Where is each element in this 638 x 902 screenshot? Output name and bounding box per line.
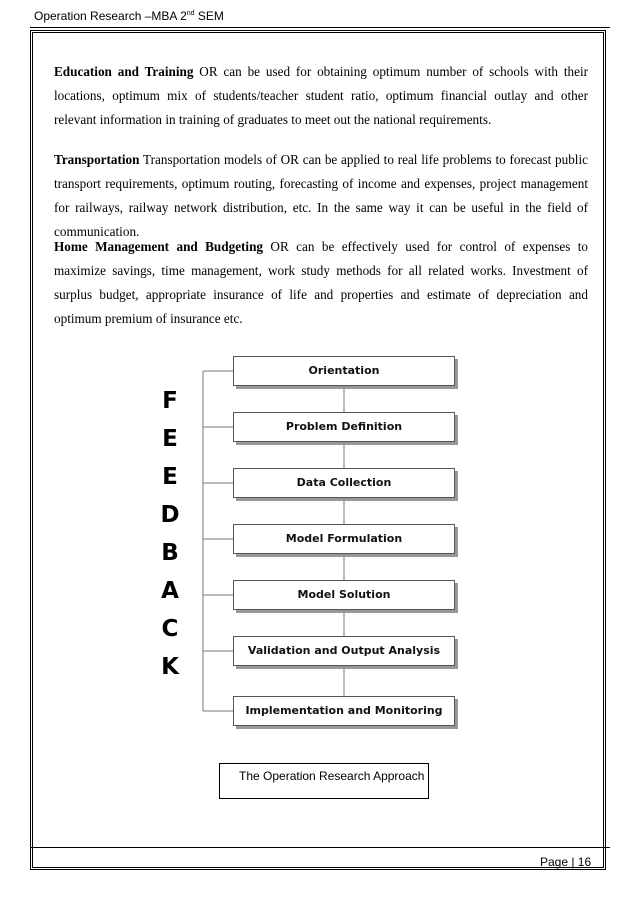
header-rule	[30, 27, 610, 28]
paragraph-transportation	[54, 148, 588, 244]
feedback-letter: E	[162, 426, 178, 452]
feedback-letter: D	[160, 502, 180, 528]
step-implementation-monitoring: Implementation and Monitoring	[233, 696, 455, 726]
footer-rule	[30, 847, 610, 848]
page-header	[34, 9, 224, 23]
step-model-solution: Model Solution	[233, 580, 455, 610]
paragraph-heading: Transportation	[54, 152, 140, 167]
feedback-letter: K	[161, 654, 179, 680]
step-orientation: Orientation	[233, 356, 455, 386]
step-model-formulation: Model Formulation	[233, 524, 455, 554]
paragraph-text: OR can be effectively used for control of expenses to maximize savings, time management, work study methods for all related works. Investment of surplus budget, appropriate insurance of life and properties and estimate of depreciation and optimum premium of insurance etc.	[54, 239, 588, 326]
feedback-letter: E	[162, 464, 178, 490]
feedback-letter: A	[161, 578, 179, 604]
page-number: Page | 16	[540, 855, 592, 869]
feedback-letter: F	[162, 388, 178, 414]
diagram-caption: The Operation Research Approach	[219, 763, 429, 799]
step-data-collection: Data Collection	[233, 468, 455, 498]
paragraph-text: OR can be used for obtaining optimum number of schools with their locations, optimum mix of students/teacher student ratio, optimum financial outlay and other relevant information in training of graduates to meet out the national requirements.	[54, 64, 588, 127]
paragraph-heading: Home Management and Budgeting	[54, 239, 264, 254]
header-title: Operation Research –MBA 2	[34, 9, 187, 23]
paragraph-education	[54, 60, 588, 132]
step-problem-definition: Problem Definition	[233, 412, 455, 442]
paragraph-text: Transportation models of OR can be applied to real life problems to forecast public transport requirements, optimum routing, forecasting of income and expenses, project management for railways, railway network distribution, etc. In the same way it can be useful in the field of communication.	[54, 152, 588, 239]
feedback-letter: C	[161, 616, 179, 642]
feedback-letter: B	[161, 540, 179, 566]
header-superscript: nd	[186, 10, 195, 17]
header-suffix: SEM	[194, 9, 224, 23]
paragraph-heading: Education and Training	[54, 64, 194, 79]
step-validation-output-analysis: Validation and Output Analysis	[233, 636, 455, 666]
paragraph-home-management	[54, 235, 588, 331]
